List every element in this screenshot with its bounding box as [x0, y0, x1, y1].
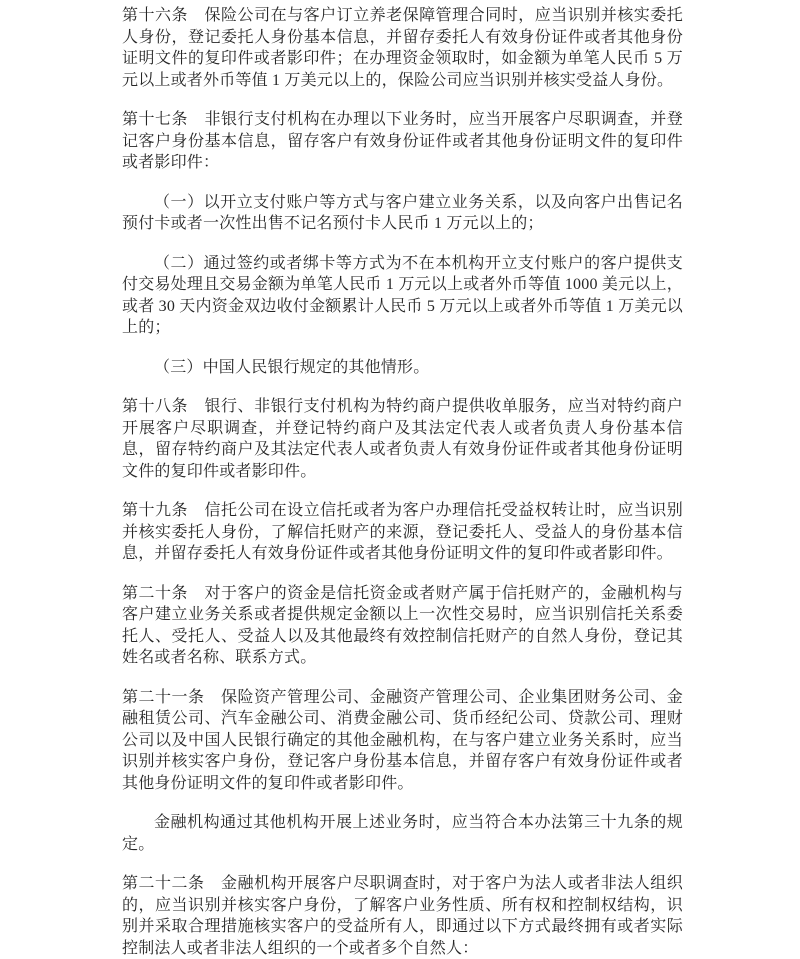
article-18-paragraph: 第十八条 银行、非银行支付机构为特约商户提供收单服务，应当对特约商户开展客户尽职调查，并登记特约商户及其法定代表人或者负责人身份基本信息，留存特约商户及其法定代表人或者负责人有效身份证件或者其他身份证明文件的复印件或者影印件。 — [122, 398, 683, 480]
article-22-paragraph: 第二十二条 金融机构开展客户尽职调查时，对于客户为法人或者非法人组织的，应当识别并核实客户身份，了解客户业务性质、所有权和控制权结构，识别并采取合理措施核实客户的受益所有人，即通过以下方式最终拥有或者实际控制法人或者非法人组织的一个或者多个自然人： — [122, 875, 683, 957]
article-17-paragraph: 第十七条 非银行支付机构在办理以下业务时，应当开展客户尽职调查，并登记客户身份基本信息，留存客户有效身份证件或者其他身份证明文件的复印件或者影印件： — [122, 111, 683, 171]
article-21-supplement-paragraph: 金融机构通过其他机构开展上述业务时，应当符合本办法第三十九条的规定。 — [122, 814, 683, 853]
article-17-item-1: （一）以开立支付账户等方式与客户建立业务关系，以及向客户出售记名预付卡或者一次性出售不记名预付卡人民币 1 万元以上的； — [122, 193, 683, 232]
article-17-item-2: （二）通过签约或者绑卡等方式为不在本机构开立支付账户的客户提供支付交易处理且交易金额为单笔人民币 1 万元以上或者外币等值 1000 美元以上，或者 30 天内资金双边收付金额累计人民币 5 万元以上或者外币等值 1 万美元以上的； — [122, 254, 683, 336]
article-17-item-3: （三）中国人民银行规定的其他情形。 — [154, 358, 430, 376]
article-20-paragraph: 第二十条 对于客户的资金是信托资金或者财产属于信托财产的，金融机构与客户建立业务关系或者提供规定金额以上一次性交易时，应当识别信托关系委托人、受托人、受益人以及其他最终有效控制信托财产的自然人身份，登记其姓名或者名称、联系方式。 — [122, 584, 683, 666]
article-21-paragraph: 第二十一条 保险资产管理公司、金融资产管理公司、企业集团财务公司、金融租赁公司、汽车金融公司、消费金融公司、货币经纪公司、贷款公司、理财公司以及中国人民银行确定的其他金融机构，在与客户建立业务关系时，应当识别并核实客户身份，登记客户身份基本信息，并留存客户有效身份证件或者其他身份证明文件的复印件或者影印件。 — [122, 688, 683, 792]
article-16-paragraph: 第十六条 保险公司在与客户订立养老保障管理合同时，应当识别并核实委托人身份，登记委托人身份基本信息，并留存委托人有效身份证件或者其他身份证明文件的复印件或者影印件；在办理资金领取时，如金额为单笔人民币 5 万元以上或者外币等值 1 万美元以上的，保险公司应当识别并核实受益人身份。 — [122, 7, 683, 89]
document-body — [122, 5, 683, 959]
article-19-paragraph: 第十九条 信托公司在设立信托或者为客户办理信托受益权转让时，应当识别并核实委托人身份，了解信托财产的来源，登记委托人、受益人的身份基本信息，并留存委托人有效身份证件或者其他身份证明文件的复印件或者影印件。 — [122, 502, 683, 562]
